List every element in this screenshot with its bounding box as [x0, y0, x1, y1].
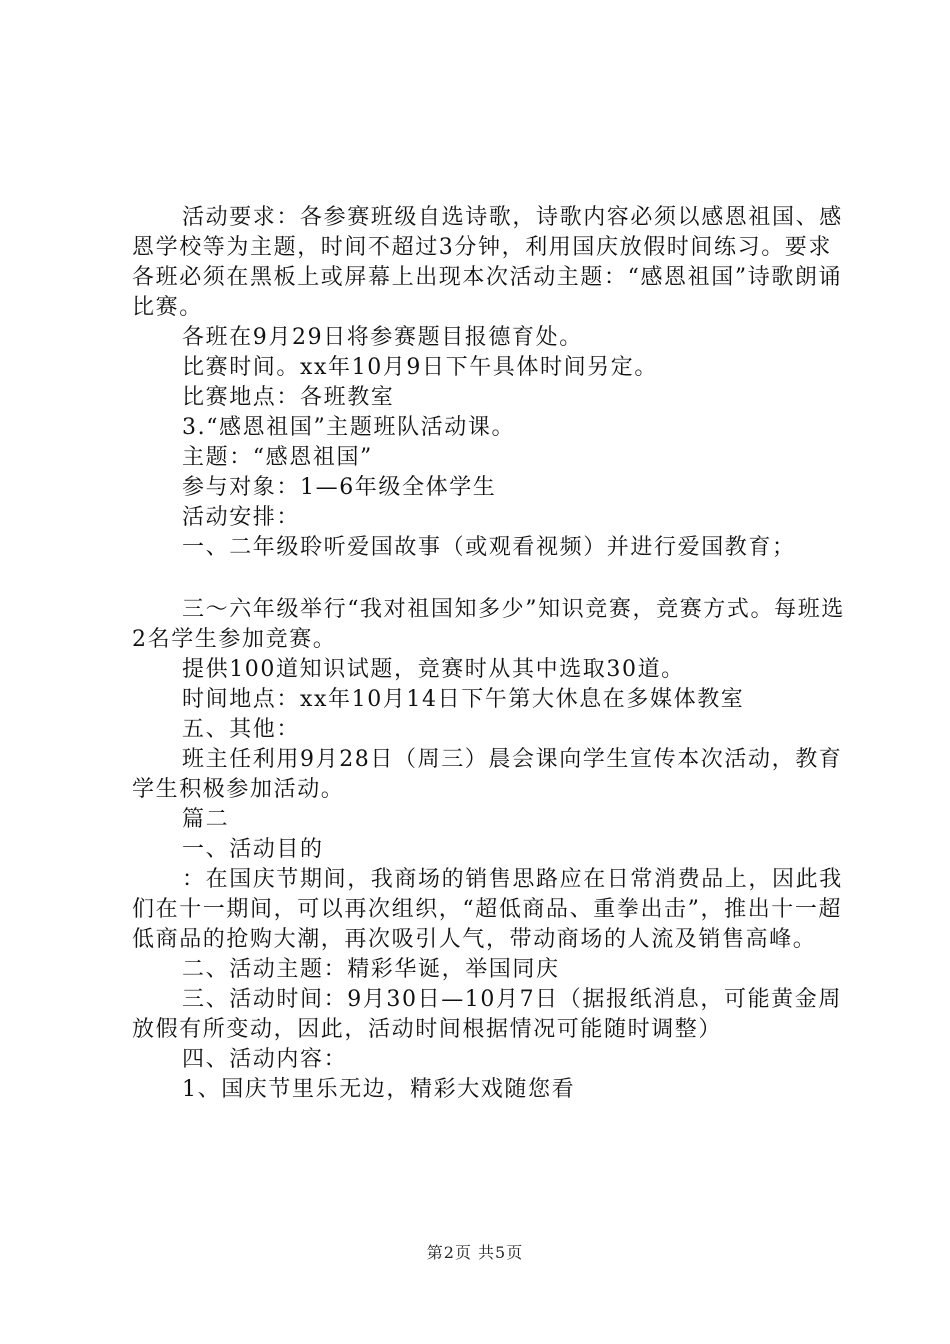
- paragraph-contest-location: 比赛地点：各班教室: [182, 385, 395, 410]
- document-body: [132, 203, 852, 1105]
- paragraph-quiz-time-place: 时间地点：xx年10月14日下午第大休息在多媒体教室: [182, 687, 745, 712]
- paragraph-part-two-heading: 篇二: [182, 807, 230, 832]
- paragraph-event-theme: 二、活动主题：精彩华诞，举国同庆: [182, 957, 560, 982]
- paragraph-submission-date: 各班在9月29日将参赛题目报德育处。: [182, 325, 583, 350]
- paragraph-homeroom-teacher: 班主任利用9月28日（周三）晨会课向学生宣传本次活动，教育学生积极参加活动。: [132, 747, 843, 802]
- paragraph-grades-one-two: 一、二年级聆听爱国故事（或观看视频）并进行爱国教育；: [182, 535, 796, 560]
- paragraph-arrangement-heading: 活动安排：: [182, 505, 301, 530]
- paragraph-theme: 主题：“感恩祖国”: [182, 445, 373, 470]
- paragraph-class-activity: 3.“感恩祖国”主题班队活动课。: [182, 415, 516, 440]
- paragraph-contest-time: 比赛时间。xx年10月9日下午具体时间另定。: [182, 355, 659, 380]
- paragraph-purpose-body: ：在国庆节期间，我商场的销售思路应在日常消费品上，因此我们在十一期间，可以再次组织，“超低商品、重拳出击”，推出十一超低商品的抢购大潮，再次吸引人气，带动商场的人流及销售高峰。: [132, 867, 843, 952]
- paragraph-purpose-heading: 一、活动目的: [182, 837, 324, 862]
- paragraph-grades-three-six: 三～六年级举行“我对祖国知多少”知识竞赛，竞赛方式。每班选2名学生参加竞赛。: [132, 597, 845, 652]
- paragraph-event-time: 三、活动时间：9月30日—10月7日（据报纸消息，可能黄金周放假有所变动，因此，活动时间根据情况可能随时调整）: [132, 987, 842, 1042]
- paragraph-quiz-questions: 提供100道知识试题，竞赛时从其中选取30道。: [182, 657, 685, 682]
- page-number-footer: 第2页 共5页: [426, 1243, 524, 1262]
- paragraph-participants: 参与对象：1—6年级全体学生: [182, 475, 497, 500]
- paragraph-other-heading: 五、其他：: [182, 717, 301, 742]
- paragraph-content-item-one: 1、国庆节里乐无边，精彩大戏随您看: [182, 1077, 576, 1102]
- paragraph-content-heading: 四、活动内容：: [182, 1047, 348, 1072]
- paragraph-activity-requirements: 活动要求：各参赛班级自选诗歌，诗歌内容必须以感恩祖国、感恩学校等为主题，时间不超过3分钟，利用国庆放假时间练习。要求各班必须在黑板上或屏幕上出现本次活动主题：“感恩祖国”诗歌朗诵比赛。: [132, 205, 843, 320]
